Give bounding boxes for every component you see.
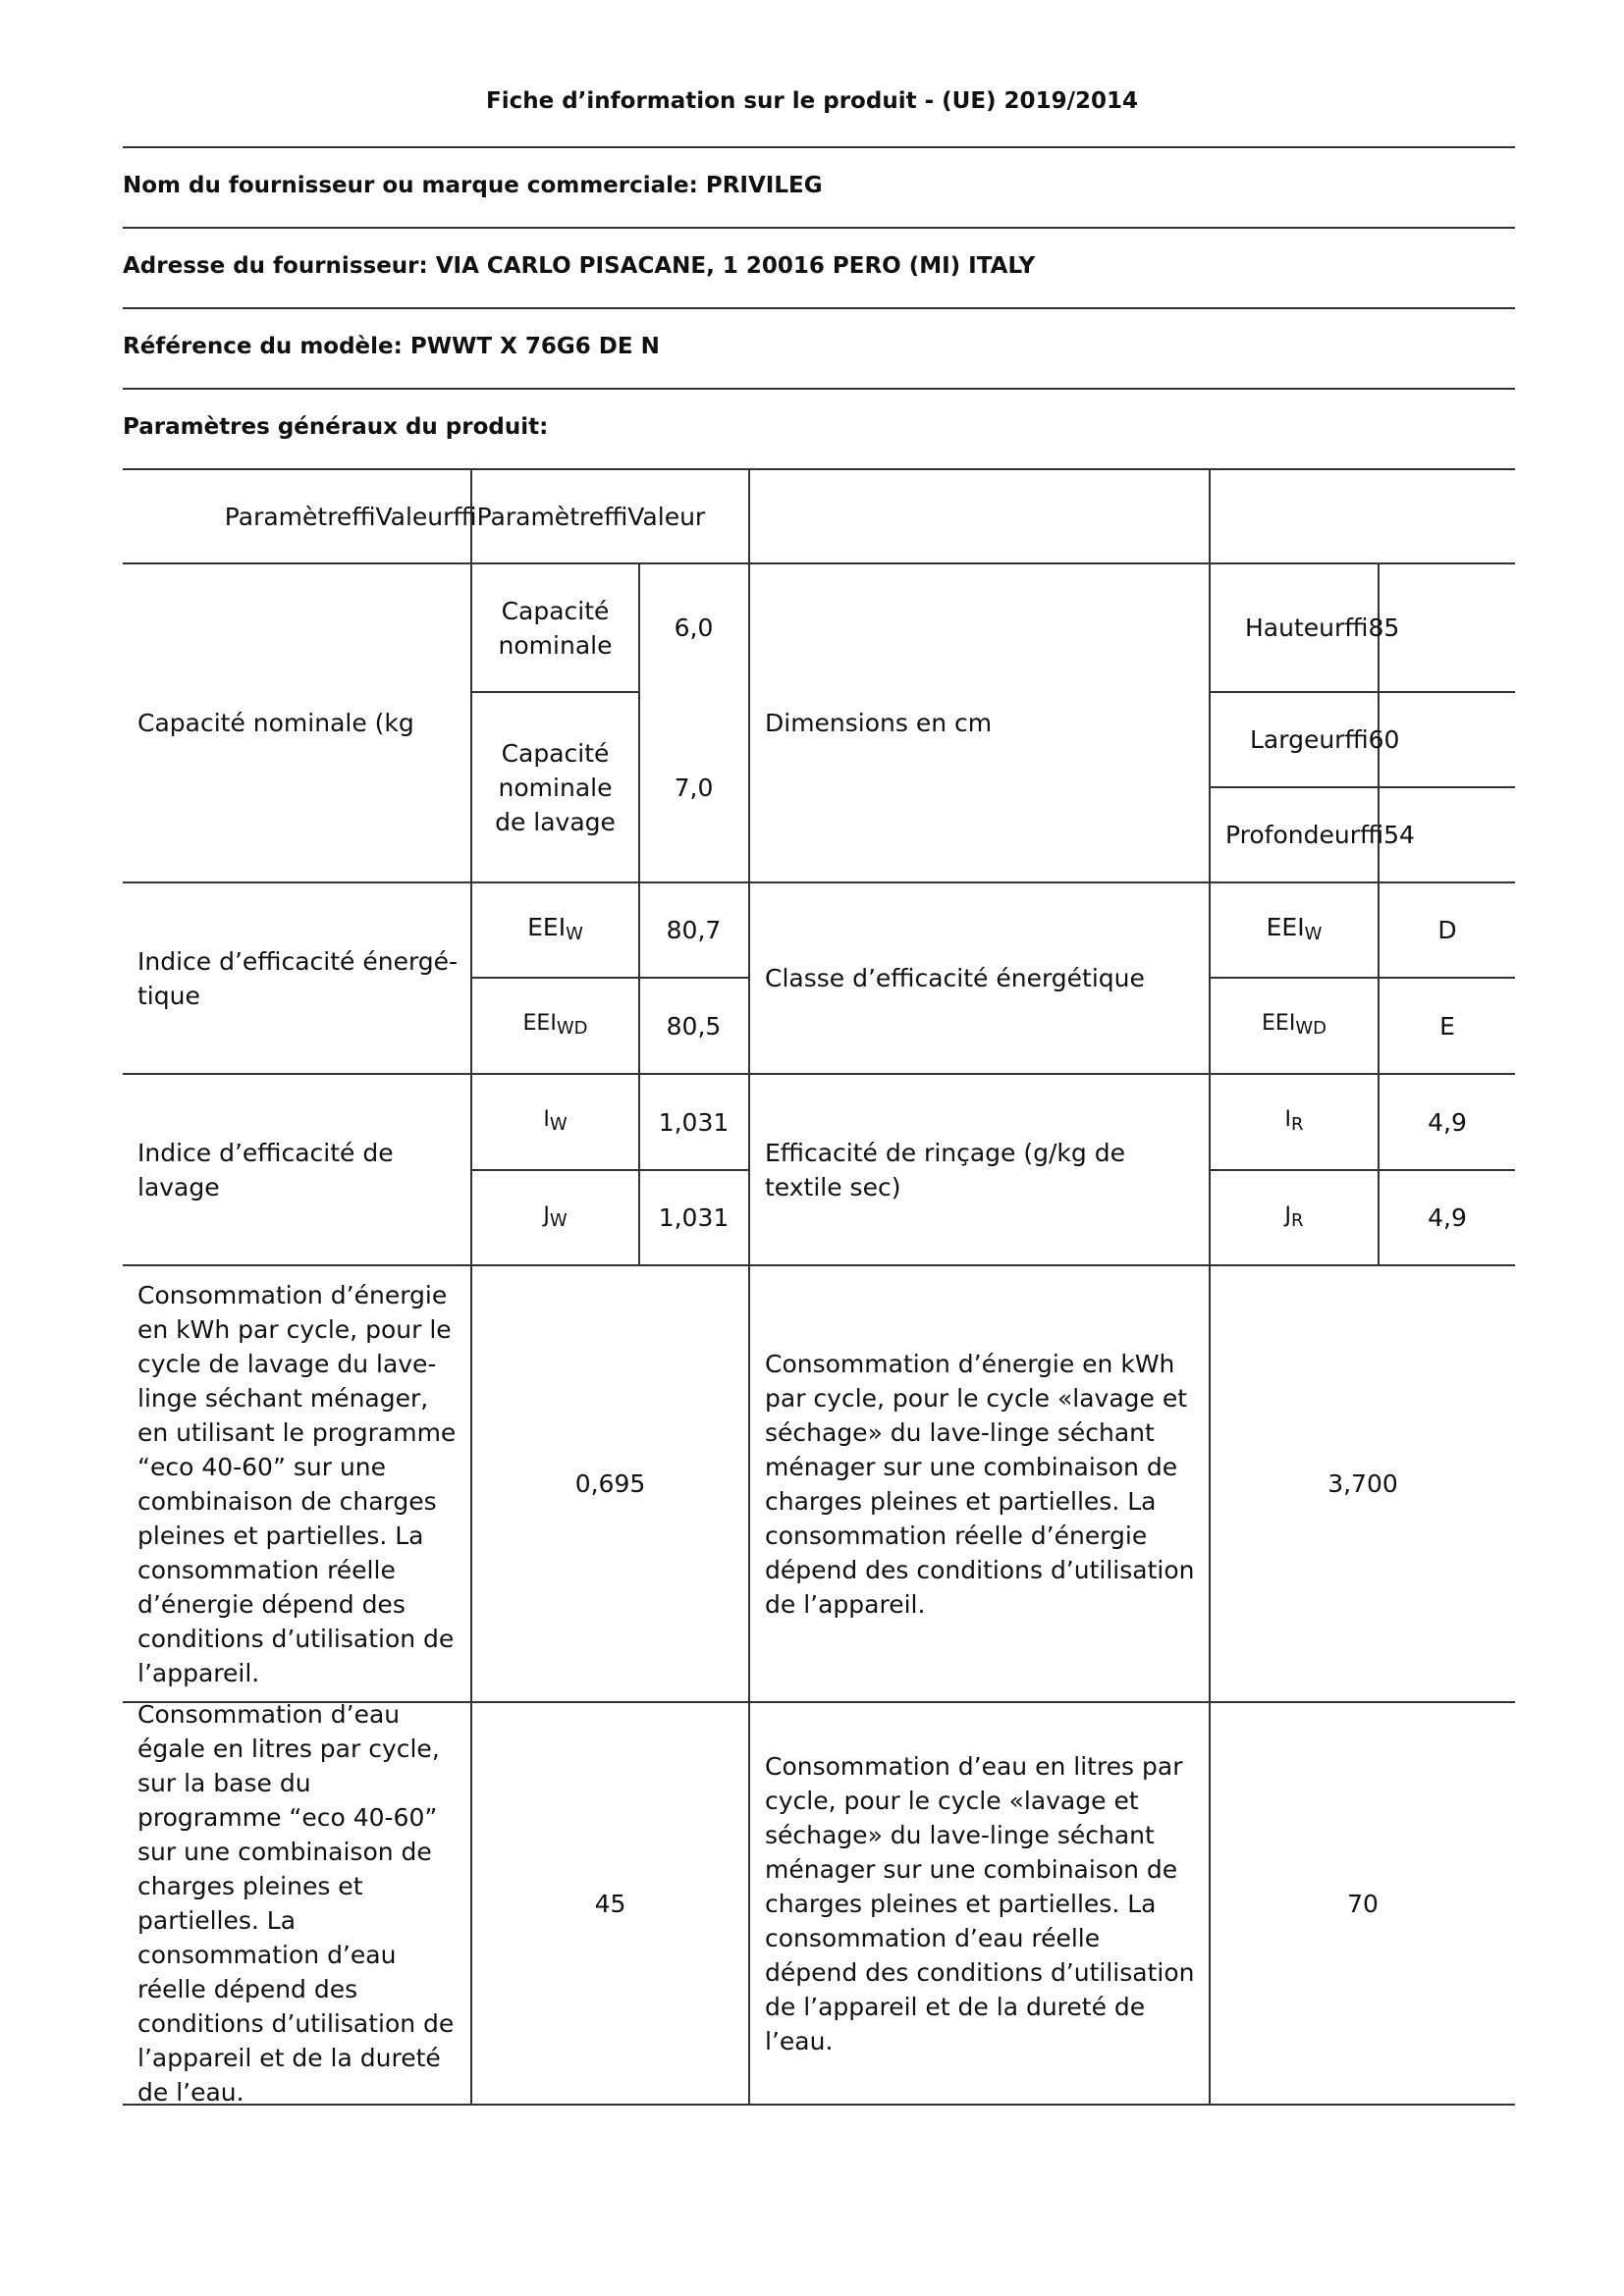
dimension-width: Largeurffi60 bbox=[1250, 725, 1400, 754]
energy-class-wd-label: $EEI_{WD}$ bbox=[1262, 1011, 1326, 1039]
rinsing-jr-value: 4,9 bbox=[1428, 1203, 1467, 1232]
eei-label: Indice d’efficacité énergé-tique bbox=[137, 946, 459, 1010]
energy-washdry-value: 3,700 bbox=[1327, 1469, 1398, 1498]
divider bbox=[123, 388, 1515, 390]
washing-capacity-label: Capacité nominale de lavage bbox=[495, 738, 616, 836]
energy-class-w-label: $EEI_W$ bbox=[1266, 912, 1323, 944]
dimension-height: Hauteurffi85 bbox=[1245, 614, 1400, 642]
washing-jw-label: $J_W$ bbox=[543, 1202, 568, 1231]
model-reference: Référence du modèle: PWWT X 76G6 DE N bbox=[123, 334, 660, 359]
dimensions-label: Dimensions en cm bbox=[765, 709, 993, 737]
dimension-depth: Profondeurffi54 bbox=[1225, 821, 1415, 849]
washing-jw-value: 1,031 bbox=[658, 1203, 730, 1232]
rated-capacity-value: 6,0 bbox=[674, 614, 714, 642]
energy-class-w-value: D bbox=[1437, 916, 1457, 944]
rinsing-efficiency-label: Efficacité de rinçage (g/kg de textile sec) bbox=[765, 1138, 1125, 1201]
water-wash-label: Consommation d’eau égale en litres par cycle, sur la base du programme “eco 40-60” sur une combinaison de charges pleines et partielles. La consommation d’eau réelle dépend des conditions d’utilisation de l’appareil et de la dureté de l’eau. bbox=[137, 1700, 455, 2107]
divider bbox=[123, 307, 1515, 309]
washing-efficiency-label: Indice d’efficacité de lavage bbox=[137, 1138, 394, 1201]
divider bbox=[123, 146, 1515, 148]
table-header bbox=[123, 470, 748, 562]
washing-iw-value: 1,031 bbox=[658, 1107, 730, 1137]
energy-wash-value: 0,695 bbox=[574, 1469, 646, 1498]
divider bbox=[123, 227, 1515, 229]
eei-wd-value: 80,5 bbox=[666, 1011, 722, 1041]
eei-wd-label: $EEI_{WD}$ bbox=[522, 1011, 588, 1039]
washing-iw-label: $I_W$ bbox=[543, 1107, 568, 1135]
eei-w-label: $EEI_W$ bbox=[527, 912, 583, 944]
supplier-address: Adresse du fournisseur: VIA CARLO PISACANE, 1 20016 PERO (MI) ITALY bbox=[123, 253, 1036, 279]
rinsing-ir-label: $I_R$ bbox=[1284, 1107, 1304, 1135]
rinsing-ir-value: 4,9 bbox=[1428, 1107, 1467, 1137]
washing-capacity-value: 7,0 bbox=[674, 773, 714, 802]
eei-w-value: 80,7 bbox=[666, 916, 722, 944]
water-wash-value: 45 bbox=[594, 1889, 626, 1918]
water-washdry-value: 70 bbox=[1347, 1889, 1379, 1918]
water-washdry-label: Consommation d’eau en litres par cycle, pour le cycle «lavage et séchage» du lave-linge séchant ménager sur une combinaison de charges pleines et partielles. La consommation d’eau réelle dépend des conditions d’utilisation de l’appareil et de la dureté de l’eau. bbox=[765, 1751, 1195, 2056]
page-title: Fiche d’information sur le produit - (UE) 2019/2014 bbox=[485, 88, 1138, 114]
capacity-label: Capacité nominale (kg bbox=[137, 709, 414, 737]
energy-washdry-label: Consommation d’énergie en kWh par cycle, pour le cycle «lavage et séchage» du lave-linge séchant ménager sur une combinaison de charges pleines et partielles. La consommation réelle d’énergie dépend des conditions d’utilisation de l’appareil. bbox=[765, 1349, 1195, 1619]
supplier-name: Nom du fournisseur ou marque commerciale: PRIVILEG bbox=[123, 173, 823, 198]
rinsing-jr-label: $J_R$ bbox=[1284, 1202, 1304, 1231]
table-header-text: ParamètreffiValeurffiParamètreffiValeur bbox=[224, 502, 706, 531]
energy-wash-label: Consommation d’énergie en kWh par cycle, pour le cycle de lavage du lave-linge séchant ménager, en utilisant le programme “eco 40-60” sur une combinaison de charges pleines et partielles. La consommation réelle d’énergie dépend des conditions d’utilisation de l’appareil. bbox=[137, 1280, 457, 1687]
rated-capacity-label: Capacité nominale bbox=[498, 596, 613, 660]
energy-class-wd-value: E bbox=[1439, 1011, 1455, 1041]
energy-class-label: Classe d’efficacité énergétique bbox=[765, 964, 1145, 992]
general-parameters-heading: Paramètres généraux du produit: bbox=[123, 414, 549, 440]
